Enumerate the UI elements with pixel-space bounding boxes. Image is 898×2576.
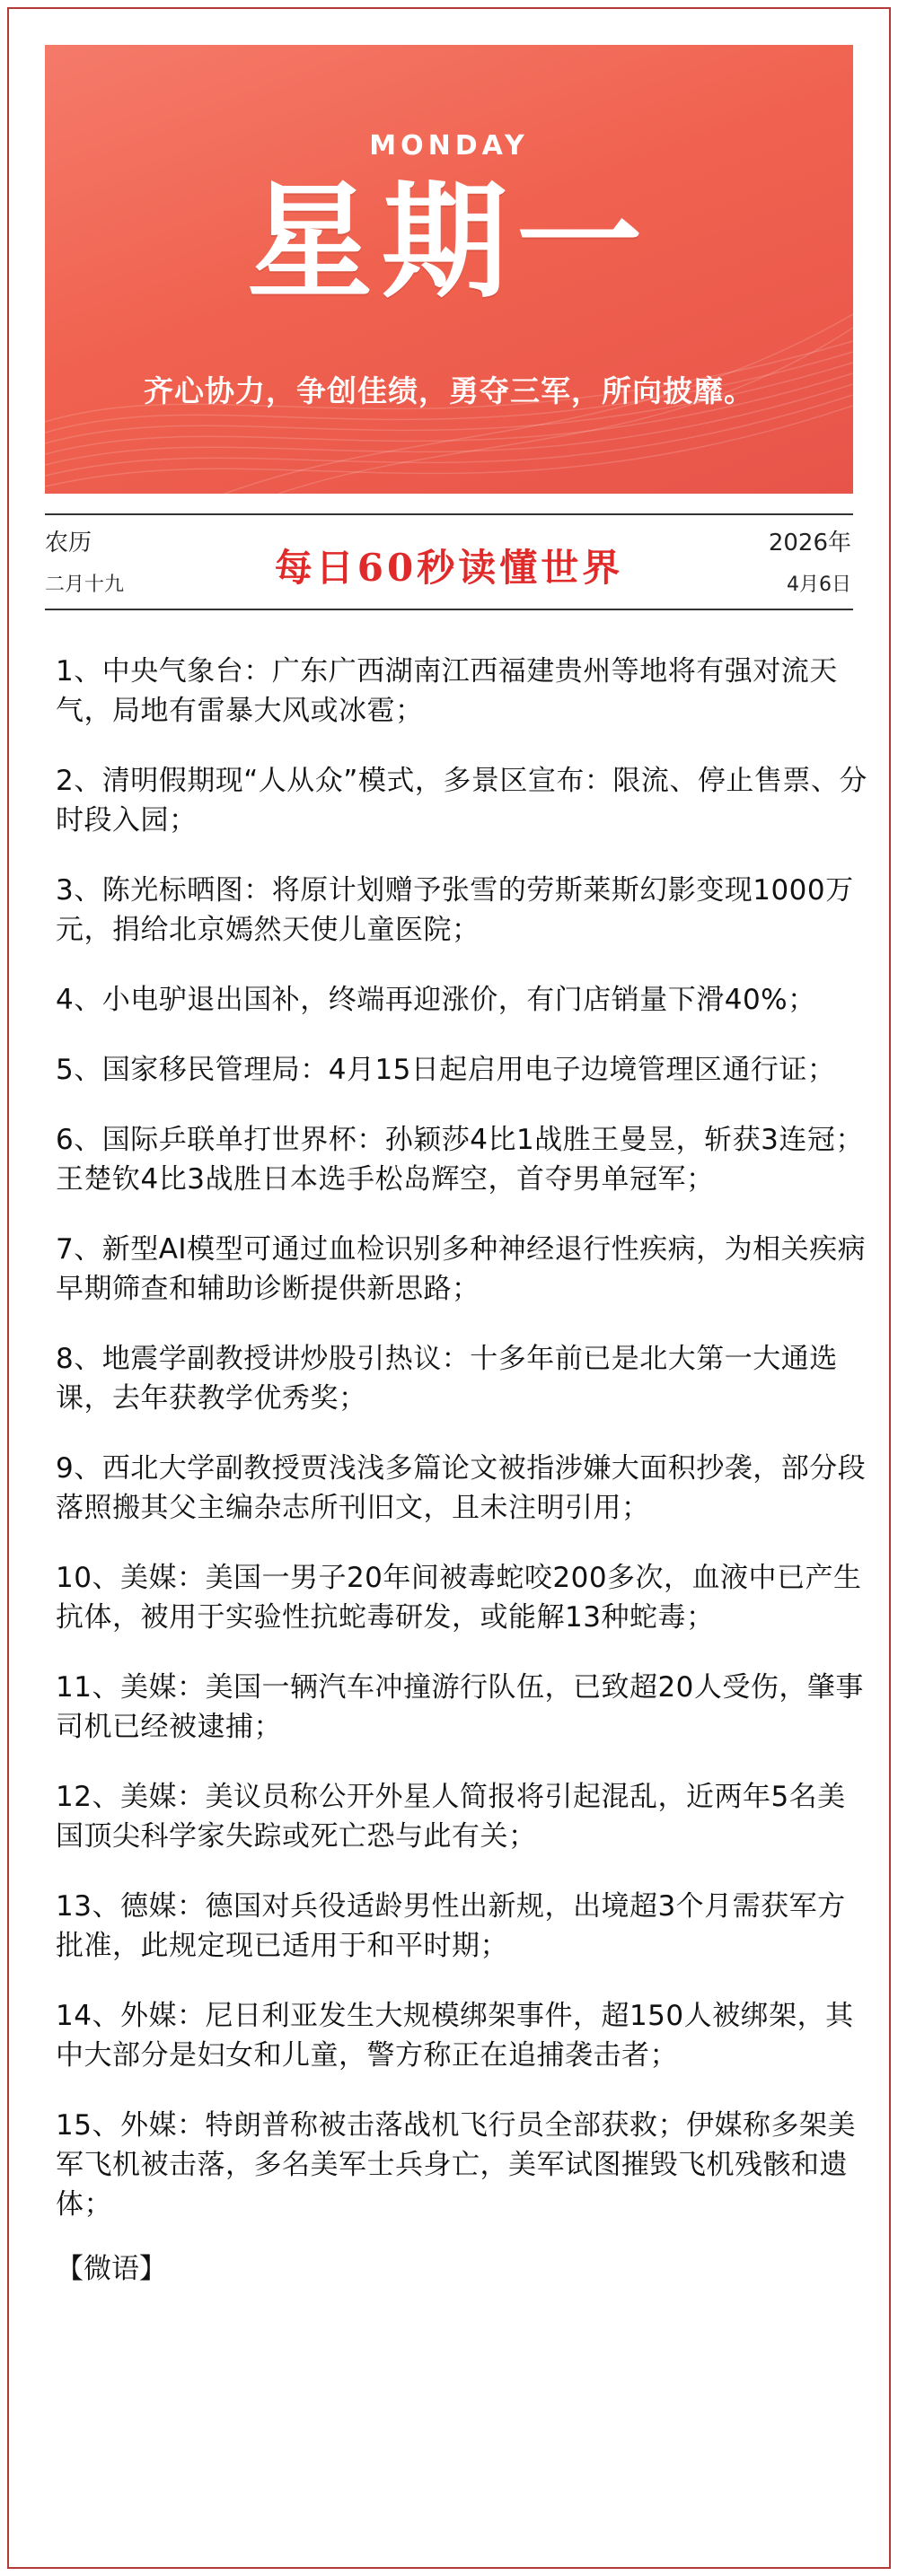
news-item: 3、陈光标晒图：将原计划赠予张雪的劳斯莱斯幻影变现1000万元，捐给北京嫣然天使儿童医院； bbox=[56, 874, 854, 946]
year: 2026年 bbox=[768, 530, 851, 556]
news-list bbox=[56, 652, 868, 2289]
news-item: 1、中央气象台：广东广西湖南江西福建贵州等地将有强对流天气，局地有雷暴大风或冰雹； bbox=[56, 655, 838, 727]
news-item: 6、国际乒联单打世界杯：孙颖莎4比1战胜王曼昱，斩获3连冠；王楚钦4比3战胜日本选手松岛辉空，首夺男单冠军； bbox=[56, 1124, 864, 1196]
news-item: 15、外媒：特朗普称被击落战机飞行员全部获救；伊媒称多架美军飞机被击落，多名美军士兵身亡，美军试图摧毁飞机残骸和遗体； bbox=[56, 2109, 856, 2221]
weiyu-label: 【微语】 bbox=[56, 2253, 167, 2285]
weekday-chinese: 星期一 bbox=[246, 169, 651, 316]
news-item: 12、美媒：美议员称公开外星人简报将引起混乱，近两年5名美国顶尖科学家失踪或死亡恐与此有关； bbox=[56, 1781, 846, 1853]
news-item: 10、美媒：美国一男子20年间被毒蛇咬200多次，血液中已产生抗体，被用于实验性抗蛇毒研发，或能解13种蛇毒； bbox=[56, 1562, 862, 1634]
news-item: 5、国家移民管理局：4月15日起启用电子边境管理区通行证； bbox=[56, 1054, 836, 1086]
header-banner bbox=[45, 45, 853, 494]
news-item: 9、西北大学副教授贾浅浅多篇论文被指涉嫌大面积抄袭，部分段落照搬其父主编杂志所刊旧文，且未注明引用； bbox=[56, 1452, 867, 1524]
news-item: 2、清明假期现“人从众”模式，多景区宣布：限流、停止售票、分时段入园； bbox=[56, 765, 867, 837]
lunar-date: 二月十九 bbox=[45, 574, 125, 596]
date-info-bar bbox=[45, 513, 853, 610]
news-item: 14、外媒：尼日利亚发生大规模绑架事件，超150人被绑架，其中大部分是妇女和儿童，警方称正在追捕袭击者； bbox=[56, 2000, 854, 2072]
lunar-label: 农历 bbox=[45, 530, 92, 556]
news-item: 11、美媒：美国一辆汽车冲撞游行队伍，已致超20人受伤，肇事司机已经被逮捕； bbox=[56, 1671, 864, 1743]
motto: 齐心协力，争创佳绩，勇夺三军，所向披靡。 bbox=[144, 373, 754, 408]
news-item: 4、小电驴退出国补，终端再迎涨价，有门店销量下滑40%； bbox=[56, 984, 816, 1016]
news-item: 7、新型AI模型可通过血检识别多种神经退行性疾病，为相关疾病早期筛查和辅助诊断提供新思路； bbox=[56, 1233, 867, 1305]
weekday-english: MONDAY bbox=[369, 130, 529, 162]
page-title: 每日60秒读懂世界 bbox=[274, 546, 624, 590]
news-item: 13、德媒：德国对兵役适龄男性出新规，出境超3个月需获军方批准，此规定现已适用于和平时期； bbox=[56, 1890, 846, 1962]
date: 4月6日 bbox=[787, 574, 851, 596]
news-item: 8、地震学副教授讲炒股引热议：十多年前已是北大第一大通选课，去年获教学优秀奖； bbox=[56, 1343, 838, 1415]
